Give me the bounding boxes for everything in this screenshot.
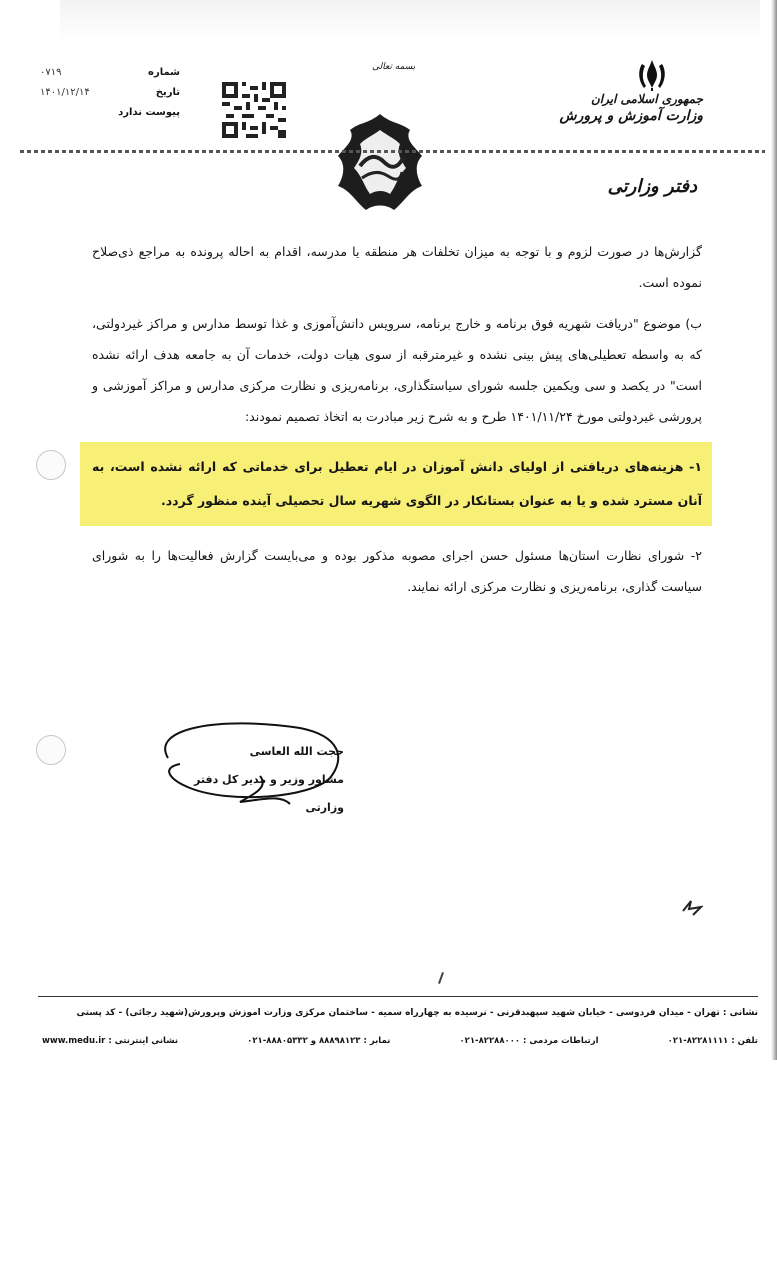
letter-date-row (40, 82, 180, 102)
decision-2: ۲- شورای نظارت استان‌ها مسئول حسن اجرای مصوبه مذکور بوده و می‌بایست گزارش فعالیت‌ها را به شورای سیاست گذاری، برنامه‌ریزی و نظارت مرکزی ارائه نمایند. (92, 548, 702, 594)
signatory-name: حجت الله العاسی (249, 745, 344, 758)
letter-meta (40, 62, 180, 122)
ministry-header (560, 92, 703, 124)
punch-hole (36, 735, 66, 765)
letter-date-label: تاریخ (155, 86, 180, 98)
bismillah: بسمه تعالی (372, 62, 416, 72)
ministry-name: وزارت آموزش و پرورش (559, 108, 703, 124)
footer-website: نشانی اینترنتی : www.medu.ir (42, 1036, 179, 1046)
signatory-title: مشاور وزیر و مدیر کل دفتر وزارتی (194, 773, 344, 814)
scribble-mark-icon (681, 897, 703, 917)
highlighted-decision-1: ۱- هزینه‌های دریافتی از اولیای دانش آموزان در ایام تعطیل برای خدماتی که ارائه نشده است، به آنان مسترد شده و یا به عنوان بستانکار در الگوی شهریه سال تحصیلی آینده منظور گردد. (80, 442, 712, 526)
footer-contacts (42, 1036, 758, 1046)
header-divider (20, 150, 765, 153)
letter-footer (42, 1008, 758, 1046)
letter-number-value: ۰۷۱۹ (40, 66, 62, 78)
paragraph-topic-b: ب) موضوع "دریافت شهریه فوق برنامه و خارج برنامه، سرویس دانش‌آموزی و غذا توسط مدارس و مراکز غیردولتی، که به واسطه تعطیلی‌های پیش بینی نشده و غیرمترقبه از سوی هیات دولت، خدمات آن به جامعه هدف ارائه نشده است" در یکصد و سی ویکمین جلسه شورای سیاستگذاری، برنامه‌ریزی و نظارت مرکزی مدارس و مراکز آموزشی و پرورشی غیردولتی مورخ ۱۴۰۱/۱۱/۲۴ طرح و به شرح زیر مبادرت به اتخاذ تصمیم نمودند: (92, 316, 702, 424)
letter-number-row (40, 62, 180, 82)
letter-number-label: شماره (148, 66, 180, 78)
footer-phone: تلفن : ۸۲۲۸۱۱۱۱-۰۲۱ (667, 1036, 758, 1046)
footer-address: نشانی : تهران - میدان فردوسی - خیابان شهید سپهبدقرنی - نرسیده به چهارراه سمیه - ساختمان مرکزی وزارت آموزش وپرورش(شهید رجائی) - کد پستی (76, 1008, 758, 1018)
footer-divider (38, 996, 758, 997)
attachment-text: پیوست ندارد (118, 106, 180, 118)
footer-public-relations: ارتباطات مردمی : ۸۲۲۸۸۰۰۰-۰۲۱ (459, 1036, 599, 1046)
letter-body (92, 236, 702, 615)
signature-block (164, 738, 344, 822)
attachment-row (40, 102, 180, 122)
stray-mark (438, 972, 444, 984)
scan-edge-shadow (771, 0, 777, 1060)
punch-hole (36, 450, 66, 480)
iran-emblem-icon (634, 58, 670, 92)
office-title: دفتر وزارتی (607, 176, 697, 197)
scan-top-noise (60, 0, 760, 40)
paragraph-reports: گزارش‌ها در صورت لزوم و با توجه به میزان تخلفات هر منطقه یا مدرسه، اقدام به احاله پرونده به مراجع ذی‌صلاح نموده است. (92, 244, 702, 290)
qr-code-icon (222, 82, 286, 138)
footer-fax: نمابر : ۸۸۸۹۸۱۲۳ و ۸۸۸۰۵۳۳۲-۰۲۱ (247, 1036, 391, 1046)
letter-date-value: ۱۴۰۱/۱۲/۱۴ (40, 86, 90, 98)
country-name: جمهوری اسلامی ایران (590, 92, 703, 106)
ornament-seal-icon (330, 110, 430, 220)
